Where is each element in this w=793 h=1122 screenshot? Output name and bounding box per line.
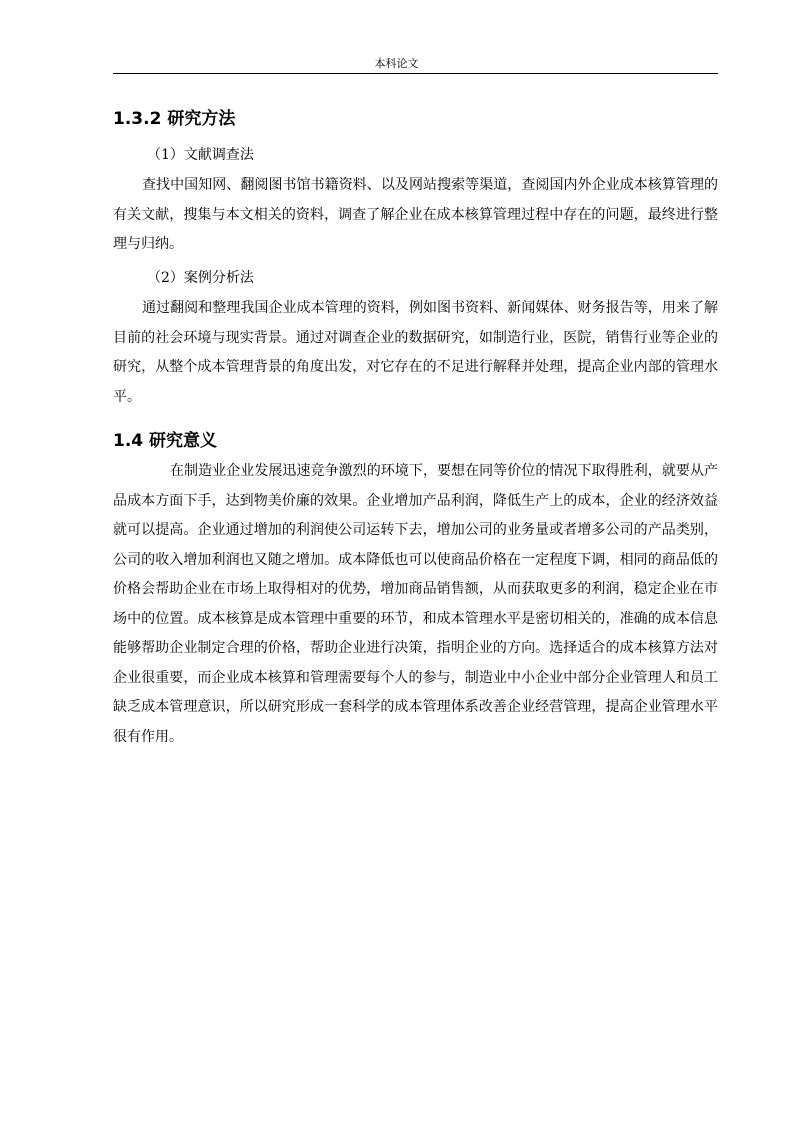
paragraph-case-analysis: 通过翻阅和整理我国企业成本管理的资料，例如图书资料、新闻媒体、财务报告等，用来了解目前的社会环境与现实背景。通过对调查企业的数据研究，如制造行业，医院，销售行业等企业的研究，从整个成本管理背景的角度出发，对它存在的不足进行解释并处理，提高企业内部的管理水平。: [113, 300, 718, 405]
subheading-case-analysis: （2）案例分析法: [147, 270, 254, 286]
paragraph-literature-method: 查找中国知网、翻阅图书馆书籍资料、以及网站搜索等渠道，查阅国内外企业成本核算管理的有关文献，搜集与本文相关的资料，调查了解企业在成本核算管理过程中存在的问题，最终进行整理与归纳。: [113, 177, 718, 252]
paragraph-research-significance: 在制造业企业发展迅速竞争激烈的环境下，要想在同等价位的情况下取得胜利，就要从产品成本方面下手，达到物美价廉的效果。企业增加产品利润，降低生产上的成本，企业的经济效益就可以提高。企业通过增加的利润使公司运转下去，增加公司的业务量或者增多公司的产品类别，公司的收入增加利润也又随之增加。成本降低也可以使商品价格在一定程度下调，相同的商品低的价格会帮助企业在市场上取得相对的优势，增加商品销售额，从而获取更多的利润，稳定企业在市场中的位置。成本核算是成本管理中重要的环节，和成本管理水平是密切相关的，准确的成本信息能够帮助企业制定合理的价格，帮助企业进行决策，指明企业的方向。选择适合的成本核算方法对企业很重要，而企业成本核算和管理需要每个人的参与，制造业中小企业中部分企业管理人和员工缺乏成本管理意识，所以研究形成一套科学的成本管理体系改善企业经营管理，提高企业管理水平很有作用。: [113, 463, 718, 745]
section-heading-1-4: 1.4 研究意义: [113, 431, 218, 451]
page-header: 本科论文: [374, 57, 419, 70]
header-divider: [113, 73, 718, 74]
subheading-literature-method: （1）文献调查法: [147, 147, 254, 163]
section-heading-1-3-2: 1.3.2 研究方法: [113, 109, 236, 129]
